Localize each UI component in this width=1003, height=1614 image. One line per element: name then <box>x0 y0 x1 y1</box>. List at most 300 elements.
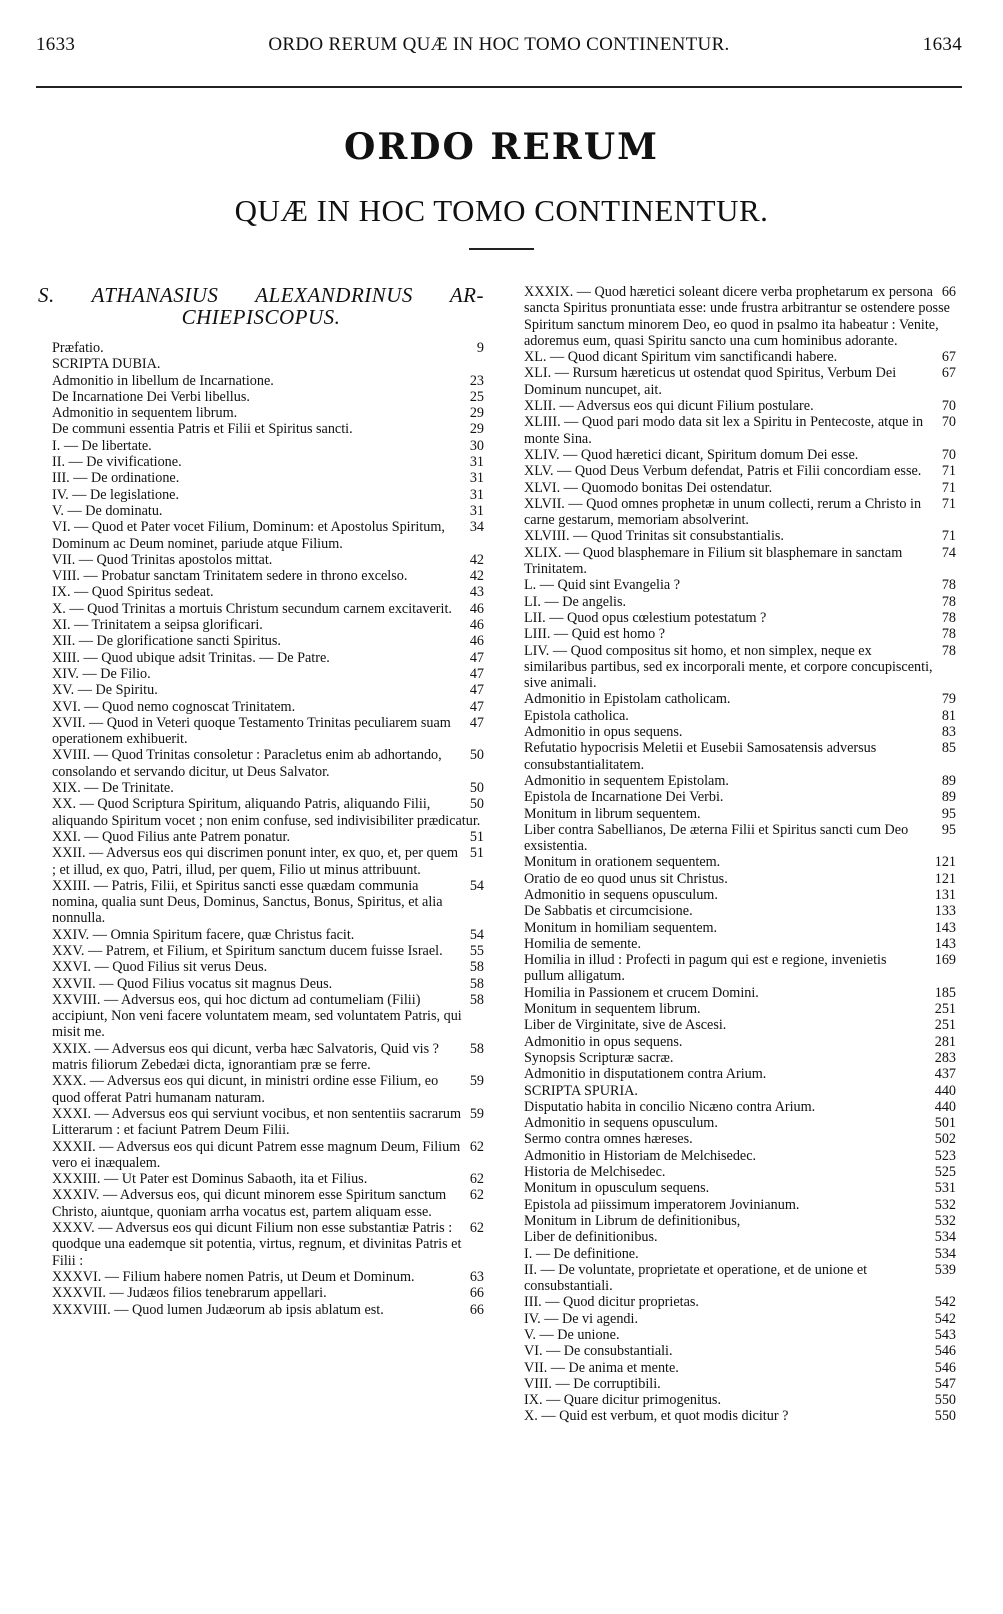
toc-page-number: 546 <box>934 1359 956 1376</box>
toc-page-number: 78 <box>941 642 956 659</box>
toc-entry <box>510 1392 956 1408</box>
toc-page-number: 133 <box>934 903 956 920</box>
toc-entry <box>510 1001 956 1017</box>
toc-entry <box>510 952 956 985</box>
toc-entry-text: L. — Quid sint Evangelia ? <box>524 577 681 594</box>
toc-entry <box>38 796 484 829</box>
toc-page-number: 78 <box>941 593 956 610</box>
toc-entry-text: Præfatio. <box>52 340 104 356</box>
toc-page-number: 121 <box>934 854 956 871</box>
toc-page-number: 525 <box>934 1164 956 1181</box>
toc-entry-text: XXIV. — Omnia Spiritum facere, quæ Christus facit. <box>52 926 355 943</box>
toc-entry <box>38 829 484 845</box>
toc-entry <box>38 454 484 470</box>
toc-entry-text: De Incarnatione Dei Verbi libellus. <box>52 388 250 405</box>
toc-page-number: 283 <box>934 1049 956 1066</box>
toc-page-number: 50 <box>469 780 484 797</box>
toc-entry-text: XVI. — Quod nemo cognoscat Trinitatem. <box>52 698 296 715</box>
toc-entry-text: Monitum in homiliam sequentem. <box>524 919 718 936</box>
toc-entry <box>510 414 956 447</box>
toc-page-number: 59 <box>469 1105 484 1122</box>
toc-entry <box>38 1171 484 1187</box>
toc-entry <box>510 1294 956 1310</box>
toc-page-number: 29 <box>469 421 484 438</box>
toc-page-number: 47 <box>469 714 484 731</box>
toc-entry <box>38 715 484 748</box>
toc-entry <box>510 496 956 529</box>
toc-page-number: 42 <box>469 551 484 568</box>
toc-entry <box>38 438 484 454</box>
toc-entry-text: Refutatio hypocrisis Meletii et Eusebii Samosatensis adversus consubstantialitatem. <box>524 740 877 773</box>
toc-entry-text: V. — De dominatu. <box>52 502 163 519</box>
toc-entry <box>38 552 484 568</box>
toc-entry-text: Homilia in Passionem et crucem Domini. <box>524 984 759 1001</box>
toc-entry <box>510 577 956 593</box>
toc-entry-text: XXI. — Quod Filius ante Patrem ponatur. <box>52 828 291 845</box>
toc-page-number: 143 <box>934 919 956 936</box>
running-title: ORDO RERUM QUÆ IN HOC TOMO CONTINENTUR. <box>268 34 730 55</box>
toc-page-number: 546 <box>934 1343 956 1360</box>
toc-page-number: 501 <box>934 1115 956 1132</box>
toc-entry-text: Monitum in sequentem librum. <box>524 1001 701 1018</box>
toc-entry <box>510 740 956 773</box>
toc-entry <box>510 528 956 544</box>
toc-page-number: 62 <box>469 1171 484 1188</box>
toc-page-number: 502 <box>934 1131 956 1148</box>
toc-entry <box>510 1083 956 1099</box>
toc-page-number: 523 <box>934 1147 956 1164</box>
toc-entry <box>38 666 484 682</box>
toc-entry-text: VII. — Quod Trinitas apostolos mittat. <box>52 551 273 568</box>
toc-entry <box>38 959 484 975</box>
toc-entry <box>38 373 484 389</box>
toc-entry <box>38 1220 484 1269</box>
toc-entry-text: LII. — Quod opus cœlestium potestatum ? <box>524 609 767 626</box>
toc-entry-text: IX. — Quare dicitur primogenitus. <box>524 1392 722 1409</box>
toc-entry-text: IX. — Quod Spiritus sedeat. <box>52 584 214 601</box>
toc-entry-text: XXIX. — Adversus eos qui dicunt, verba hæc Salvatoris, Quid vis ? matris filiorum Zebedæi dicta, ignorantiam præ se ferre. <box>52 1040 439 1074</box>
toc-entry-text: XLVI. — Quomodo bonitas Dei ostendatur. <box>524 479 773 496</box>
toc-entry-text: Epistola de Incarnatione Dei Verbi. <box>524 789 724 806</box>
toc-entry <box>510 1262 956 1295</box>
toc-entry-text: Admonitio in sequens opusculum. <box>524 886 718 903</box>
toc-entry <box>38 519 484 552</box>
toc-page-number: 543 <box>934 1327 956 1343</box>
toc-page-number: 71 <box>941 495 956 512</box>
toc-page-number: 58 <box>469 959 484 976</box>
toc-entry-text: XXIII. — Patris, Filii, et Spiritus sancti esse quædam communia nomina, qualia sunt Deus, Dominus, Sanctus, Bonus, Spiritus, et alia nonnulla. <box>52 877 443 927</box>
toc-page-number: 25 <box>469 388 484 405</box>
toc-entry-text: III. — Quod dicitur proprietas. <box>524 1294 699 1311</box>
toc-page-number: 47 <box>469 698 484 715</box>
toc-entry-text: De Sabbatis et circumcisione. <box>524 903 693 920</box>
right-column <box>510 284 956 1425</box>
toc-entry-text: XII. — De glorificatione sancti Spiritus. <box>52 633 281 650</box>
toc-page-number: 532 <box>934 1212 956 1229</box>
toc-page-number: 185 <box>934 984 956 1001</box>
toc-page-number: 532 <box>934 1196 956 1213</box>
toc-entry <box>510 887 956 903</box>
right-page-number: 1634 <box>922 34 962 55</box>
toc-entry-text: Admonitio in disputationem contra Arium. <box>524 1066 767 1083</box>
toc-entry <box>38 650 484 666</box>
toc-entry-text: LI. — De angelis. <box>524 593 627 610</box>
left-column <box>38 284 484 1318</box>
toc-page-number: 50 <box>469 747 484 764</box>
toc-entry <box>38 1285 484 1301</box>
toc-entry-text: SCRIPTA SPURIA. <box>524 1082 638 1099</box>
toc-page-number: 71 <box>941 479 956 496</box>
toc-page-number: 66 <box>469 1285 484 1302</box>
toc-entry <box>38 617 484 633</box>
toc-entry <box>510 1099 956 1115</box>
toc-page-number: 89 <box>941 772 956 789</box>
toc-entry <box>38 878 484 927</box>
toc-page-number: 67 <box>941 349 956 366</box>
toc-page-number: 539 <box>934 1261 956 1278</box>
toc-entry <box>510 1213 956 1229</box>
toc-entry-text: VII. — De anima et mente. <box>524 1359 679 1376</box>
toc-page-number: 440 <box>934 1098 956 1115</box>
toc-entry-text: I. — De libertate. <box>52 437 152 454</box>
toc-page-number: 542 <box>934 1310 956 1327</box>
left-page-number: 1633 <box>36 34 76 55</box>
header-rule <box>36 86 962 88</box>
toc-entry-text: SCRIPTA DUBIA. <box>52 356 161 373</box>
toc-page-number: 70 <box>941 398 956 415</box>
toc-entry-text: XXX. — Adversus eos qui dicunt, in ministri ordine esse Filium, eo quod offerat Patri humanam naturam. <box>52 1073 439 1106</box>
toc-entry-text: XLV. — Quod Deus Verbum defendat, Patris et Filii concordiam esse. <box>524 463 922 480</box>
toc-entry <box>510 985 956 1001</box>
toc-entry-text: XLVIII. — Quod Trinitas sit consubstantialis. <box>524 528 784 545</box>
toc-entry <box>510 1034 956 1050</box>
toc-entry-text: Sermo contra omnes hæreses. <box>524 1131 693 1148</box>
toc-entry-text: Homilia de semente. <box>524 935 642 952</box>
toc-page-number: 281 <box>934 1033 956 1050</box>
toc-entry <box>510 398 956 414</box>
title-rule <box>469 248 534 250</box>
toc-entry-text: Monitum in Librum de definitionibus, <box>524 1212 741 1229</box>
toc-entry <box>510 1246 956 1262</box>
toc-entry-text: II. — De voluntate, proprietate et operatione, et de unione et consubstantiali. <box>524 1261 868 1295</box>
toc-entry-text: XXXVI. — Filium habere nomen Patris, ut Deum et Dominum. <box>52 1268 415 1285</box>
toc-entry-text: De communi essentia Patris et Filii et Spiritus sancti. <box>52 421 353 438</box>
toc-entry-text: XLVII. — Quod omnes prophetæ in unum collecti, rerum a Christo in carne gestarum, memoriam absolverint. <box>524 495 922 529</box>
toc-entry-text: XXVIII. — Adversus eos, qui hoc dictum ad contumeliam (Filii) accipiunt, Non veni facere voluntatem meam, sed voluntatem Patris, qui misit me. <box>52 991 462 1041</box>
toc-page-number: 66 <box>941 284 956 300</box>
toc-entry <box>510 1115 956 1131</box>
toc-entry-text: Monitum in opusculum sequens. <box>524 1180 710 1197</box>
toc-entry <box>38 747 484 780</box>
toc-entry <box>510 349 956 365</box>
toc-entry <box>510 708 956 724</box>
left-entry-list <box>38 340 484 1318</box>
toc-entry <box>510 1311 956 1327</box>
toc-entry <box>38 405 484 421</box>
toc-entry <box>38 470 484 486</box>
right-entry-list <box>510 284 956 1425</box>
toc-entry-text: XXVI. — Quod Filius sit verus Deus. <box>52 959 268 976</box>
toc-entry-text: XLI. — Rursum hæreticus ut ostendat quod Spiritus, Verbum Dei Dominum nuncupet, ait. <box>524 365 897 398</box>
toc-entry-text: XVIII. — Quod Trinitas consoletur : Paracletus enim ab adhortando, consolando et servando dicitur, ut Deus Salvator. <box>52 747 442 780</box>
toc-entry-text: XXXIV. — Adversus eos, qui dicunt minorem esse Spiritum sanctum Christo, aiuntque, quoniam arrha vocatus est, partem aliquam esse. <box>52 1187 447 1220</box>
toc-page-number: 54 <box>469 877 484 894</box>
toc-page-number: 43 <box>469 584 484 601</box>
toc-entry-text: Liber contra Sabellianos, De æterna Filii et Spiritus sancti cum Deo exsistentia. <box>524 821 909 855</box>
toc-page-number: 71 <box>941 528 956 545</box>
page-subtitle: QUÆ IN HOC TOMO CONTINENTUR. <box>234 193 769 228</box>
toc-entry <box>38 389 484 405</box>
toc-page-number: 251 <box>934 1001 956 1018</box>
toc-entry <box>38 1139 484 1172</box>
toc-entry <box>510 1148 956 1164</box>
toc-page-number: 58 <box>469 975 484 992</box>
toc-entry-text: X. — Quid est verbum, et quot modis dicitur ? <box>524 1408 789 1425</box>
toc-entry <box>510 1197 956 1213</box>
toc-entry <box>38 584 484 600</box>
toc-entry-text: XXXIII. — Ut Pater est Dominus Sabaoth, ita et Filius. <box>52 1171 368 1188</box>
toc-page-number: 62 <box>469 1187 484 1204</box>
toc-entry-text: Admonitio in opus sequens. <box>524 724 683 741</box>
toc-entry-text: Homilia in illud : Profecti in pagum qui est e regione, invenietis pullum alligatum. <box>524 952 887 985</box>
toc-entry <box>510 643 956 692</box>
toc-entry <box>510 789 956 805</box>
toc-entry-text: I. — De definitione. <box>524 1245 639 1262</box>
toc-entry-text: XLII. — Adversus eos qui dicunt Filium postulare. <box>524 398 814 415</box>
toc-page-number: 31 <box>469 470 484 487</box>
toc-entry-text: X. — Quod Trinitas a mortuis Christum secundum carnem excitaverit. <box>52 600 452 617</box>
toc-entry <box>510 284 956 349</box>
toc-entry <box>38 1041 484 1074</box>
toc-page-number: 440 <box>934 1082 956 1099</box>
toc-entry-text: Synopsis Scripturæ sacræ. <box>524 1049 674 1066</box>
toc-entry-text: IV. — De legislatione. <box>52 486 180 503</box>
toc-entry-text: XLIX. — Quod blasphemare in Filium sit blasphemare in sanctam Trinitatem. <box>524 544 903 578</box>
toc-entry-text: XXXIX. — Quod hæretici soleant dicere verba prophetarum ex persona sancta Spiritus pronuntiata esse: unde frustra arbitrantur se ostendere posse Spiritum sanctum minorem Deo, eo quod in psalmo ita habeatur : Venite, adoremus eum, quasi Spiritu sancto una cum hominibus adorante. <box>524 284 950 349</box>
toc-entry <box>510 1050 956 1066</box>
toc-entry-text: XL. — Quod dicant Spiritum vim sanctificandi habere. <box>524 349 838 366</box>
toc-page-number: 547 <box>934 1375 956 1392</box>
toc-entry-text: LIII. — Quid est homo ? <box>524 626 666 643</box>
toc-page-number: 30 <box>469 437 484 454</box>
toc-page-number: 78 <box>941 577 956 594</box>
toc-entry <box>38 682 484 698</box>
toc-page-number: 54 <box>469 926 484 943</box>
toc-entry <box>510 1343 956 1359</box>
toc-page-number: 78 <box>941 626 956 643</box>
toc-entry <box>510 1180 956 1196</box>
toc-entry <box>38 340 484 356</box>
toc-page-number: 531 <box>934 1180 956 1197</box>
toc-entry <box>38 601 484 617</box>
toc-page-number: 534 <box>934 1229 956 1246</box>
toc-page-number: 62 <box>469 1138 484 1155</box>
toc-entry-text: VIII. — Probatur sanctam Trinitatem sedere in throno excelso. <box>52 568 408 585</box>
toc-entry <box>510 1408 956 1424</box>
toc-entry <box>38 780 484 796</box>
toc-entry-text: VI. — Quod et Pater vocet Filium, Dominum: et Apostolus Spiritum, Dominum ac Deum nominet, pariude atque Filium. <box>52 519 445 552</box>
toc-entry <box>510 920 956 936</box>
toc-entry-text: XV. — De Spiritu. <box>52 682 158 699</box>
toc-page-number: 78 <box>941 609 956 626</box>
toc-page-number: 85 <box>941 740 956 757</box>
toc-entry <box>510 822 956 855</box>
toc-page-number: 121 <box>934 870 956 887</box>
toc-entry <box>510 1360 956 1376</box>
section-heading <box>38 284 484 328</box>
toc-entry-text: Liber de Virginitate, sive de Ascesi. <box>524 1017 727 1034</box>
toc-entry <box>38 699 484 715</box>
toc-entry <box>510 1327 956 1343</box>
toc-page-number: 71 <box>941 463 956 480</box>
toc-entry <box>510 365 956 398</box>
toc-page-number: 74 <box>941 544 956 561</box>
toc-entry <box>510 463 956 479</box>
toc-entry <box>510 806 956 822</box>
toc-page-number: 79 <box>941 691 956 708</box>
toc-page-number: 46 <box>469 600 484 617</box>
toc-entry <box>510 1066 956 1082</box>
toc-entry <box>510 594 956 610</box>
toc-entry-text: Monitum in librum sequentem. <box>524 805 701 822</box>
toc-entry <box>38 845 484 878</box>
toc-entry <box>510 854 956 870</box>
toc-page-number: 95 <box>941 821 956 838</box>
toc-entry-text: LIV. — Quod compositus sit homo, et non simplex, neque ex similaribus partibus, sed ex incorporali mente, et corpore concupiscenti, sive animali. <box>524 642 933 692</box>
toc-page-number: 81 <box>941 707 956 724</box>
toc-entry <box>38 1073 484 1106</box>
toc-entry-text: XXVII. — Quod Filius vocatus sit magnus Deus. <box>52 975 333 992</box>
toc-page-number: 66 <box>469 1301 484 1318</box>
toc-entry <box>510 626 956 642</box>
toc-entry <box>38 356 484 372</box>
toc-entry-text: VIII. — De corruptibili. <box>524 1375 661 1392</box>
toc-entry <box>38 1302 484 1318</box>
toc-page-number: 50 <box>469 796 484 813</box>
toc-entry <box>510 871 956 887</box>
toc-page-number: 95 <box>941 805 956 822</box>
toc-entry <box>510 936 956 952</box>
toc-page-number: 67 <box>941 365 956 382</box>
toc-entry <box>510 610 956 626</box>
toc-entry-text: XI. — Trinitatem a seipsa glorificari. <box>52 617 263 634</box>
toc-page-number: 31 <box>469 502 484 519</box>
toc-entry-text: IV. — De vi agendi. <box>524 1310 639 1327</box>
toc-entry-text: Admonitio in sequentem Epistolam. <box>524 772 729 789</box>
toc-entry <box>38 1187 484 1220</box>
toc-page-number: 47 <box>469 682 484 699</box>
toc-page-number: 59 <box>469 1073 484 1090</box>
toc-entry-text: XIX. — De Trinitate. <box>52 780 174 797</box>
toc-page-number: 62 <box>469 1220 484 1237</box>
toc-entry-text: Admonitio in sequens opusculum. <box>524 1115 718 1132</box>
toc-page-number: 29 <box>469 405 484 422</box>
toc-page-number: 437 <box>934 1066 956 1083</box>
toc-entry-text: XVII. — Quod in Veteri quoque Testamento Trinitas peculiarem suam operationem exhibuerit. <box>52 714 451 748</box>
toc-page-number: 534 <box>934 1245 956 1262</box>
toc-entry <box>510 447 956 463</box>
toc-page-number: 83 <box>941 724 956 741</box>
toc-page-number: 58 <box>469 1040 484 1057</box>
toc-entry-text: II. — De vivificatione. <box>52 454 182 471</box>
toc-entry <box>510 1131 956 1147</box>
toc-entry <box>510 545 956 578</box>
toc-entry-text: Admonitio in sequentem librum. <box>52 405 238 422</box>
page-title: ORDO RERUM <box>344 126 659 168</box>
toc-page-number: 542 <box>934 1294 956 1311</box>
toc-entry-text: XXXVIII. — Quod lumen Judæorum ab ipsis ablatum est. <box>52 1301 384 1318</box>
toc-page-number: 51 <box>469 828 484 845</box>
toc-entry <box>38 927 484 943</box>
section-heading-line1: S. ATHANASIUS ALEXANDRINUS AR- <box>38 283 484 307</box>
toc-page-number: 55 <box>469 942 484 959</box>
toc-page-number: 51 <box>469 845 484 862</box>
toc-entry-text: Admonitio in opus sequens. <box>524 1033 683 1050</box>
toc-page-number: 169 <box>934 952 956 969</box>
toc-page-number: 9 <box>476 340 484 356</box>
toc-page-number: 143 <box>934 935 956 952</box>
toc-entry-text: Monitum in orationem sequentem. <box>524 854 721 871</box>
toc-page-number: 550 <box>934 1392 956 1409</box>
toc-entry <box>510 1229 956 1245</box>
toc-entry-text: Disputatio habita in concilio Nicæno contra Arium. <box>524 1098 816 1115</box>
toc-entry-text: Admonitio in Epistolam catholicam. <box>524 691 731 708</box>
toc-page-number: 131 <box>934 886 956 903</box>
toc-entry <box>38 503 484 519</box>
toc-entry <box>510 1164 956 1180</box>
toc-entry-text: Oratio de eo quod unus sit Christus. <box>524 870 728 887</box>
toc-entry-text: Admonitio in Historiam de Melchisedec. <box>524 1147 757 1164</box>
toc-entry-text: XIII. — Quod ubique adsit Trinitas. — De Patre. <box>52 649 330 666</box>
toc-entry-text: Epistola ad piissimum imperatorem Jovinianum. <box>524 1196 800 1213</box>
toc-entry <box>38 1269 484 1285</box>
toc-entry-text: XXV. — Patrem, et Filium, et Spiritum sanctum ducem fuisse Israel. <box>52 942 443 959</box>
toc-page-number: 58 <box>469 991 484 1008</box>
toc-entry <box>38 1106 484 1139</box>
toc-entry <box>38 421 484 437</box>
toc-entry <box>38 487 484 503</box>
toc-page-number: 89 <box>941 789 956 806</box>
toc-entry <box>510 691 956 707</box>
toc-entry-text: Epistola catholica. <box>524 707 629 724</box>
toc-entry-text: XIV. — De Filio. <box>52 665 151 682</box>
toc-entry <box>510 903 956 919</box>
toc-entry-text: XXXII. — Adversus eos qui dicunt Patrem esse magnum Deum, Filium vero ei inæqualem. <box>52 1138 461 1171</box>
toc-entry <box>510 724 956 740</box>
section-heading-line2: CHIEPISCOPUS. <box>181 305 341 329</box>
toc-page-number: 46 <box>469 633 484 650</box>
toc-entry <box>510 1376 956 1392</box>
toc-page-number: 70 <box>941 446 956 463</box>
toc-entry-text: XX. — Quod Scriptura Spiritum, aliquando Patris, aliquando Filii, aliquando Spiritum vocet ; non enim confuse, sed indivisibiliter prædicatur. <box>52 796 481 829</box>
toc-page-number: 31 <box>469 486 484 503</box>
toc-entry-text: V. — De unione. <box>524 1327 620 1343</box>
toc-entry <box>510 1017 956 1033</box>
toc-entry-text: XLIV. — Quod hæretici dicant, Spiritum domum Dei esse. <box>524 446 859 463</box>
toc-entry-text: XLIII. — Quod pari modo data sit lex a Spiritu in Pentecoste, atque in monte Sina. <box>524 414 924 447</box>
toc-entry-text: VI. — De consubstantiali. <box>524 1343 673 1360</box>
toc-entry <box>510 480 956 496</box>
toc-page-number: 42 <box>469 568 484 585</box>
toc-page-number: 34 <box>469 519 484 536</box>
toc-entry <box>38 633 484 649</box>
toc-page-number: 251 <box>934 1017 956 1034</box>
toc-page-number: 31 <box>469 454 484 471</box>
toc-entry <box>38 992 484 1041</box>
toc-entry <box>510 773 956 789</box>
toc-entry-text: XXXV. — Adversus eos qui dicunt Filium non esse substantiæ Patris : quodque una eademque sit potentia, virtus, regnum, et divinitas Patris et Filii : <box>52 1220 462 1269</box>
toc-page-number: 47 <box>469 649 484 666</box>
